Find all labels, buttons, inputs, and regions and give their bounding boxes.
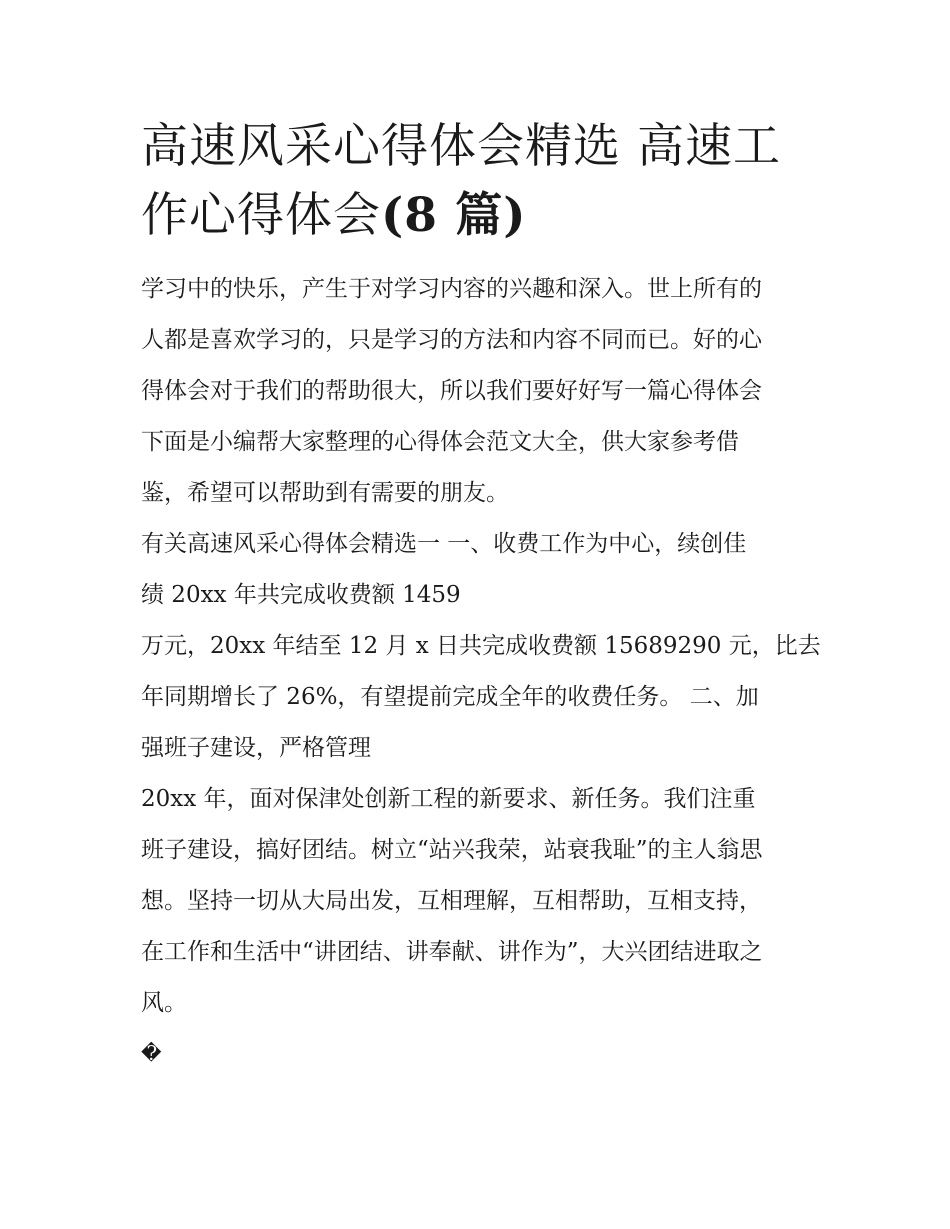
section-3-line: 在工作和生活中“讲团结、讲奉献、讲作为”，大兴团结进取之 bbox=[141, 939, 763, 965]
section-2-line: 万元，20xx 年结至 12 月 x 日共完成收费额 15689290 元，比去 bbox=[141, 633, 821, 659]
title-line-2 bbox=[141, 181, 813, 250]
document-title bbox=[141, 112, 813, 250]
intro-line: 鉴，希望可以帮助到有需要的朋友。 bbox=[141, 480, 509, 506]
section-3-line: 风。 bbox=[141, 990, 187, 1016]
title-line-1: 高速风采心得体会精选 高速工 bbox=[141, 119, 781, 174]
intro-line: 下面是小编帮大家整理的心得体会范文大全，供大家参考借 bbox=[141, 429, 739, 455]
section-3-line: 想。坚持一切从大局出发，互相理解，互相帮助，互相支持， bbox=[141, 888, 762, 914]
section-1-line: 绩 20xx 年共完成收费额 1459 bbox=[141, 582, 461, 608]
document-page bbox=[141, 112, 821, 1073]
title-count: (8 篇) bbox=[381, 188, 527, 243]
title-line-2-text: 作心得体会 bbox=[141, 188, 381, 243]
intro-line: 得体会对于我们的帮助很大，所以我们要好好写一篇心得体会 bbox=[141, 378, 762, 404]
section-3-line: 20xx 年，面对保津处创新工程的新要求、新任务。我们注重 bbox=[141, 786, 756, 812]
replacement-character-glyph: � bbox=[141, 1041, 162, 1065]
intro-line: 学习中的快乐，产生于对学习内容的兴趣和深入。世上所有的 bbox=[141, 276, 762, 302]
intro-paragraph bbox=[141, 264, 813, 519]
section-1-paragraph bbox=[141, 519, 813, 621]
section-2-line: 年同期增长了 26%，有望提前完成全年的收费任务。 二、加 bbox=[141, 684, 759, 710]
intro-line: 人都是喜欢学习的，只是学习的方法和内容不同而已。好的心 bbox=[141, 327, 762, 353]
section-2-paragraph bbox=[141, 621, 821, 774]
section-3-line: 班子建设，搞好团结。树立“站兴我荣，站衰我耻”的主人翁思 bbox=[141, 837, 763, 863]
section-2-line: 强班子建设，严格管理 bbox=[141, 735, 371, 761]
section-3-paragraph bbox=[141, 774, 813, 1029]
section-1-line: 有关高速风采心得体会精选一 一、收费工作为中心，续创佳 bbox=[141, 531, 747, 557]
